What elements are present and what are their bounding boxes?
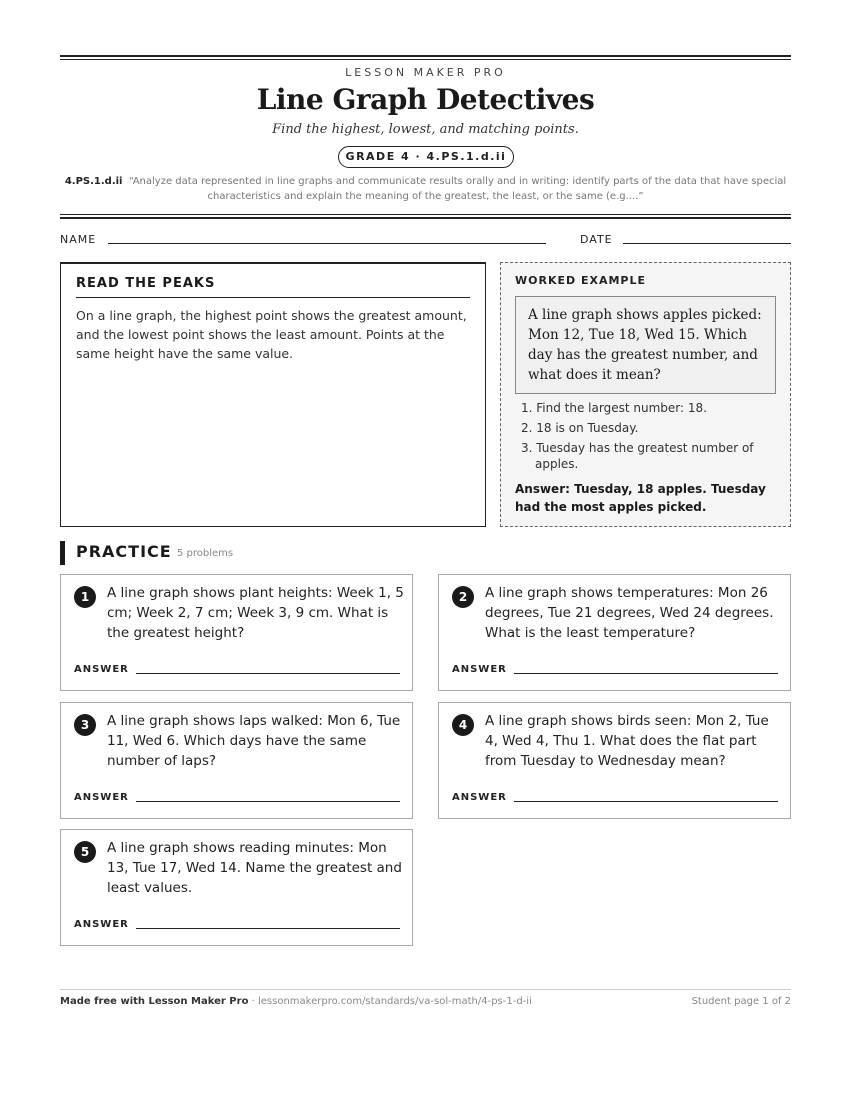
footer-url: · lessonmakerpro.com/standards/va-sol-math/4-ps-1-d-ii <box>248 996 532 1007</box>
header-rule-double <box>60 217 791 219</box>
top-rule-thin <box>60 59 791 60</box>
answer-field[interactable] <box>514 673 778 674</box>
answer-label: ANSWER <box>74 792 129 803</box>
practice-count: 5 problems <box>177 548 234 559</box>
worked-example-heading: WORKED EXAMPLE <box>515 274 646 287</box>
footer-made-with: Made free with Lesson Maker Pro <box>60 996 249 1007</box>
worked-step: 2. 18 is on Tuesday. <box>521 421 639 435</box>
answer-field[interactable] <box>514 801 778 802</box>
top-rule <box>60 55 791 57</box>
answer-label: ANSWER <box>74 919 129 930</box>
problem-number-badge: 4 <box>452 714 474 736</box>
problem-number-badge: 1 <box>74 586 96 608</box>
date-label: DATE <box>580 233 613 246</box>
worked-example-steps <box>515 400 776 472</box>
brand-name: LESSON MAKER PRO <box>345 66 506 79</box>
name-field[interactable] <box>108 243 546 244</box>
name-label: NAME <box>60 233 97 246</box>
problem-text: A line graph shows temperatures: Mon 26 degrees, Tue 21 degrees, Wed 24 degrees. What is the least temperature? <box>485 585 774 641</box>
standard-code: 4.PS.1.d.ii <box>64 176 123 187</box>
grade-badge: GRADE 4 · 4.PS.1.d.ii <box>338 146 514 168</box>
header-rule <box>60 214 791 215</box>
problem-text: A line graph shows birds seen: Mon 2, Tue 4, Wed 4, Thu 1. What does the flat part from Tuesday to Wednesday mean? <box>485 713 769 769</box>
worked-example-answer: Answer: Tuesday, 18 apples. Tuesday had the most apples picked. <box>515 482 766 514</box>
worksheet-page <box>60 0 791 1100</box>
problem-text: A line graph shows plant heights: Week 1, 5 cm; Week 2, 7 cm; Week 3, 9 cm. What is the greatest height? <box>107 585 404 641</box>
worked-example-box <box>500 262 791 527</box>
answer-field[interactable] <box>136 928 400 929</box>
problem-card-3 <box>60 702 413 819</box>
standard-description <box>60 174 791 204</box>
footer-credit <box>60 996 532 1007</box>
standard-text: “Analyze data represented in line graphs and communicate results orally and in writing: identify parts of the data that have special characteristics and explain the meaning of the greatest, the least, or the same (e.g....” <box>128 176 787 202</box>
worked-example-problem: A line graph shows apples picked: Mon 12, Tue 18, Wed 15. Which day has the greatest number, and what does it mean? <box>515 296 776 394</box>
problem-card-5 <box>60 829 413 946</box>
answer-field[interactable] <box>136 673 400 674</box>
answer-label: ANSWER <box>452 664 507 675</box>
problem-text: A line graph shows reading minutes: Mon 13, Tue 17, Wed 14. Name the greatest and least values. <box>107 840 402 896</box>
answer-label: ANSWER <box>452 792 507 803</box>
worked-step: 3. Tuesday has the greatest number of apples. <box>521 441 754 471</box>
practice-heading: PRACTICE <box>76 542 172 561</box>
problem-card-2 <box>438 574 791 691</box>
problem-text: A line graph shows laps walked: Mon 6, Tue 11, Wed 6. Which days have the same number of laps? <box>107 713 401 769</box>
footer-rule <box>60 989 791 990</box>
practice-accent-bar <box>60 541 65 565</box>
read-the-peaks-body: On a line graph, the highest point shows the greatest amount, and the lowest point shows the least amount. Points at the same height have the same value. <box>76 308 467 361</box>
problem-card-4 <box>438 702 791 819</box>
page-title: Line Graph Detectives <box>256 83 595 116</box>
read-the-peaks-heading: READ THE PEAKS <box>76 276 470 298</box>
problem-number-badge: 3 <box>74 714 96 736</box>
page-subtitle: Find the highest, lowest, and matching points. <box>272 122 579 137</box>
answer-field[interactable] <box>136 801 400 802</box>
problem-card-1 <box>60 574 413 691</box>
problem-number-badge: 2 <box>452 586 474 608</box>
problem-number-badge: 5 <box>74 841 96 863</box>
date-field[interactable] <box>623 243 791 244</box>
footer-page-number: Student page 1 of 2 <box>691 996 791 1007</box>
worked-step: 1. Find the largest number: 18. <box>521 401 707 415</box>
read-the-peaks-box <box>60 262 486 527</box>
answer-label: ANSWER <box>74 664 129 675</box>
